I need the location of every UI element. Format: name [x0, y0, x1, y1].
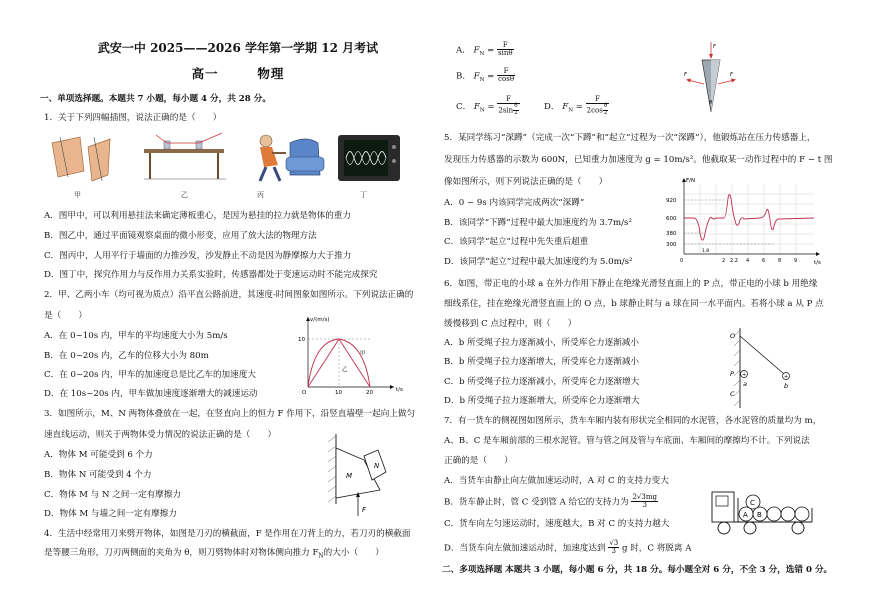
q5-stem-line2: 发现压力传感器的示数为 600N，已知重力加速度为 g = 10m/s²。他截取某一动作过程中的 F − t 图 [444, 155, 833, 165]
q7-stem-line2: A、B、C 是车厢前部的三根水泥管。管与管之间及管与车底面、车厢间的摩擦均不计。下列说法 [444, 436, 810, 446]
q5-ytick-380: 380 [666, 231, 677, 237]
q5-xtick-9: 9 [794, 258, 798, 264]
plate-figure [52, 137, 110, 181]
q4-opt-a-frac [497, 42, 514, 58]
q4-stem2-end: 的大小（ ） [323, 548, 384, 558]
caption-jia: 甲 [74, 191, 81, 199]
q7-option-c: C．货车向左匀速运动时，速度越大，B 对 C 的支持力越大 [444, 519, 670, 529]
q4-opt-d-frac [586, 96, 610, 117]
q4-opt-c-num: F [497, 96, 519, 104]
q5-xlabel: t/s [814, 260, 821, 266]
q4-opt-d-label: D． [544, 101, 560, 112]
q1-option-c: C．图丙中，人用平行于墙面的力推沙发，沙发静止不动是因为静摩擦力大于推力 [44, 251, 352, 261]
q4-opt-c-frac [497, 96, 519, 117]
q4-blade-figure [682, 38, 740, 118]
q3-option-b: B．物体 N 可能受到 4 个力 [44, 470, 152, 480]
q5-xtick-2-2: 2.2 [730, 258, 738, 264]
q5-xtick-1-8: 1.8 [702, 249, 710, 254]
q7-opt-d-frac [608, 540, 619, 556]
q4-opt-c-half-num: θ [514, 103, 518, 110]
q4-opt-a-den: sinθ [498, 49, 513, 58]
subject-label: 物理 [257, 66, 285, 81]
q2-stem: 2．甲、乙两小车（均可视为质点）沿平直公路前进，其速度-时间图象如图所示。下列说法正确的 [44, 290, 414, 300]
q7-stem: 7．有一货车的侧视图如图所示，货车车厢内装有形状完全相同的水泥管，各水泥管的质量均为 m， [444, 416, 822, 426]
q6-label-c: C [730, 390, 735, 398]
q4-opt-b-den: cosθ [498, 75, 515, 84]
q2-option-d: D．在 10s~20s 内，甲车做加速度逐渐增大的减速运动 [44, 389, 258, 399]
caption-bing: 丙 [257, 191, 264, 199]
q2-xtick-20: 20 [366, 390, 373, 395]
q3-label-m: M [346, 472, 353, 480]
q4-opt-c-lhs: F [473, 101, 480, 112]
q1-option-d: D．图丁中，探究作用力与反作用力关系实验时，传感器都处于变速运动时不能完成探究 [44, 270, 378, 280]
q2-stem-line2: 是（ ） [44, 311, 87, 321]
caption-yi: 乙 [181, 191, 188, 199]
q3-label-n: N [374, 462, 380, 470]
q5-ytick-600: 600 [666, 216, 677, 222]
q4-opt-d-num: F [586, 96, 610, 104]
q7-opt-b-frac [631, 494, 658, 510]
q4-opt-b-frac [497, 68, 515, 84]
q4-stem-line2 [44, 549, 384, 560]
q4-opt-c-sub: N [479, 107, 485, 114]
q3-wall-figure [324, 432, 414, 518]
q6-option-c: C．b 所受绳子拉力逐渐减小，所受库仑力逐渐增大 [444, 377, 640, 387]
q4-stem2-text: 是等腰三角形，刀刃两侧面的夹角为 θ，则刀劈物体时对物体侧向推力 F [44, 548, 319, 558]
q5-option-a: A．0 ~ 9s 内该同学完成两次“深蹲” [444, 198, 585, 208]
oscilloscope-figure [338, 135, 400, 181]
section1-heading: 一、单项选择题。本题共 7 小题，每小题 4 分，共 28 分。 [40, 94, 271, 104]
q7-opt-d-den: 3 [611, 547, 617, 556]
q7-label-b: B [757, 511, 762, 519]
section2-heading: 二、多项选择题 本题共 3 小题，每小题 6 分，共 18 分。每小题全对 6 分，不全 3 分，选错 0 分。 [442, 565, 833, 575]
q2-label-yi: 乙 [342, 367, 348, 373]
q5-stem: 5．某同学练习“深蹲”（完成一次“下蹲”和“起立”过程为一次“深蹲”），他锻炼站在压力传感器上， [444, 133, 816, 143]
q4-option-b: B． $F_N$ = $\frac{F}{\cos\theta}$ [456, 67, 515, 84]
svg-text:+: + [742, 372, 747, 378]
q4-opt-d-den: 2cos [586, 106, 603, 115]
q4-opt-b-sub: N [479, 77, 485, 84]
q2-xlabel: t/s [396, 387, 403, 393]
q5-ytick-300: 300 [666, 242, 677, 248]
q4-opt-d-sub: N [568, 107, 573, 114]
q4-opt-b-lhs: F [473, 71, 480, 82]
q7-option-b [444, 494, 658, 510]
q4-fig-fn-left: F [684, 72, 687, 78]
table-mirror-figure [144, 133, 226, 179]
q7-opt-d-pre: D．当货车向左做加速运动时，加速度达到 [444, 543, 606, 554]
grade-label: 高一 [191, 66, 219, 81]
q3-stem-line2: 速直线运动，则关于两物体受力情况的说法正确的是（ ） [44, 430, 277, 440]
q7-opt-b-den: 3 [642, 501, 647, 510]
q4-option-c: C． $F_N$ = F 2sin $\frac{\theta}{2}$ [456, 95, 518, 117]
q5-xtick-4: 4 [746, 258, 750, 264]
q7-opt-b-pre: B．货车静止时，管 C 受到管 A 给它的支持力为 [444, 497, 629, 508]
q7-label-a: A [743, 511, 748, 519]
q4-opt-d-half-den: 2 [603, 110, 608, 117]
q4-opt-c-den: 2sin [498, 106, 514, 115]
q2-ytick-10: 10 [298, 337, 305, 343]
q5-xtick-2: 2 [722, 258, 726, 264]
q2-ylabel: v/(m/s) [310, 317, 330, 323]
q4-opt-b-label: B． [456, 71, 471, 82]
q4-fig-theta: θ [709, 100, 713, 106]
q5-option-b: B．该同学“下蹲”过程中最大加速度约为 3.7m/s² [444, 218, 632, 228]
q4-option-a: A． $F_N$ = $\frac{F}{\sin\theta}$ [456, 41, 513, 58]
q6-label-a: a [743, 380, 747, 388]
q4-opt-a-label: A． [456, 45, 471, 56]
q2-xtick-10: 10 [335, 390, 342, 395]
q7-stem-line3: 正确的是（ ） [444, 456, 513, 466]
q6-label-o: O [730, 332, 736, 340]
exam-subtitle [44, 68, 432, 81]
q3-option-a: A．物体 M 可能受到 6 个力 [44, 450, 153, 460]
q4-opt-b-num: F [497, 68, 515, 76]
q2-option-c: C．在 0~20s 内，甲车的加速度总是比乙车的加速度大 [44, 370, 256, 380]
q4-fig-f: F [713, 44, 716, 50]
q6-option-d: D．b 所受绳子拉力逐渐增大，所受库仑力逐渐增大 [444, 396, 640, 406]
q5-ytick-920: 920 [666, 198, 677, 204]
q4-stem: 4．生活中经常用刀来劈开物体，如图是刀刃的横截面，F 是作用在刀背上的力，若刀刃的横截面 [44, 529, 411, 539]
q7-option-d [444, 540, 691, 556]
q4-option-d: D． $F_N$ = F 2cos $\frac{\theta}{2}$ [544, 95, 608, 117]
q4-opt-d-half-num: θ [603, 103, 608, 110]
q7-option-a: A．当货车由静止向左做加速运动时，A 对 C 的支持力变大 [444, 476, 669, 486]
q5-ft-graph [664, 178, 824, 268]
q2-option-a: A．在 0~10s 内，甲车的平均速度大小为 5m/s [44, 331, 228, 341]
q1-stem: 1．关于下列四幅插图，说法正确的是（ ） [44, 113, 222, 123]
q3-option-d: D．物体 M 与墙之间一定有摩擦力 [44, 509, 177, 519]
q6-label-p: P [730, 370, 734, 378]
q4-opt-c-label: C． [456, 101, 472, 112]
q4-fig-fn-right: F [730, 72, 733, 78]
q6-stem: 6．如图，带正电的小球 a 在外力作用下静止在绝缘光滑竖直面上的 P 点，带正电的小球 b 用绝缘 [444, 279, 818, 289]
q6-label-b: b [784, 382, 789, 390]
q5-xtick-6: 6 [762, 258, 766, 264]
q5-stem-line3: 像如图所示，则下列说法正确的是（ ） [444, 177, 608, 187]
q7-truck-figure [708, 478, 818, 540]
q6-stem-line3: 缓慢移到 C 点过程中，则（ ） [444, 319, 577, 329]
q2-vt-graph [294, 313, 404, 395]
q5-option-d: D．该同学“起立”过程中最大加速度约为 5.0m/s² [444, 257, 633, 267]
person-sofa-figure [260, 135, 324, 181]
q1-option-a: A．图甲中，可以利用悬挂法来确定薄板重心，是因为悬挂的拉力就是物体的重力 [44, 211, 351, 221]
q6-option-a: A．b 所受绳子拉力逐渐减小，所受库仑力逐渐减小 [444, 338, 639, 348]
q5-xtick-0: 0 [680, 258, 684, 264]
q6-stem-line2: 细线系住，挂在绝缘光滑竖直面上的 O 点，b 球静止时与 a 球在同一水平面内。若将小球 a 从 P 点 [444, 299, 824, 309]
q3-stem: 3．如图所示，M、N 两物体叠放在一起，在竖直向上的恒力 F 作用下，沿竖直墙壁一起向上做匀 [44, 409, 416, 419]
svg-text:+: + [784, 374, 789, 380]
q7-opt-d-post: g 时，C 将脱离 A [621, 543, 692, 554]
q6-option-b: B．b 所受绳子拉力逐渐增大，所受库仑力逐渐减小 [444, 357, 640, 367]
exam-title: 武安一中 2025——2026 学年第一学期 12 月考试 [97, 41, 379, 55]
q2-origin: O [302, 390, 307, 395]
caption-ding: 丁 [360, 191, 367, 199]
q4-stem2-sub: N [318, 552, 324, 560]
q4-opt-a-num: F [497, 42, 514, 50]
q7-opt-d-num: √3 [609, 539, 619, 547]
q5-xtick-8: 8 [778, 258, 782, 264]
q2-option-b: B．在 0~20s 内，乙车的位移大小为 80m [44, 351, 209, 361]
q5-option-c: C．该同学“起立”过程中先失重后超重 [444, 237, 589, 247]
q6-charge-figure [722, 326, 822, 410]
q3-label-f: F [362, 506, 367, 514]
q1-option-b: B．图乙中，通过平面镜观察桌面的微小形变，应用了放大法的物理方法 [44, 231, 317, 241]
q3-option-c: C．物体 M 与 N 之间一定有摩擦力 [44, 490, 181, 500]
q7-opt-b-num: 2√3mg [632, 493, 657, 501]
q7-label-c: C [750, 499, 755, 507]
q4-opt-a-lhs: F [473, 45, 480, 56]
q5-ylabel: F/N [686, 178, 696, 184]
q4-opt-c-half-den: 2 [514, 110, 518, 117]
q2-label-jia: 甲 [360, 351, 366, 357]
q4-opt-a-sub: N [479, 51, 485, 58]
q4-opt-d-lhs: F [562, 101, 569, 112]
q1-figures [46, 131, 406, 191]
